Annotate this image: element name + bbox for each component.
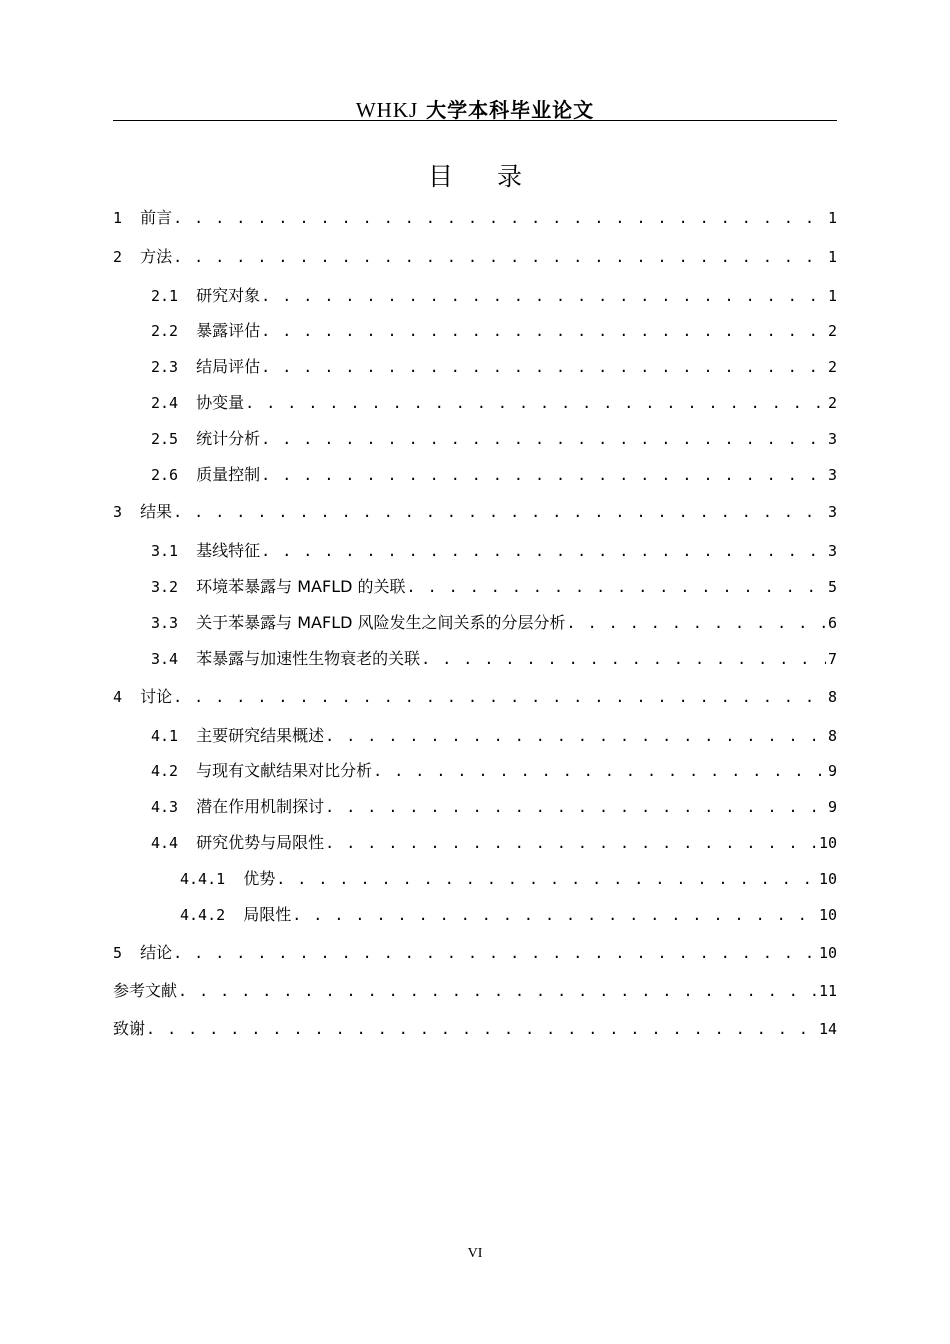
toc-entry[interactable] xyxy=(113,645,837,669)
toc-entry-page: 14 xyxy=(818,1020,837,1038)
toc-entry-label: 主要研究结果概述 xyxy=(196,726,325,745)
toc-entry-page: 10 xyxy=(818,906,837,924)
toc-entry[interactable] xyxy=(113,865,837,889)
toc-leader-dots xyxy=(261,286,826,306)
toc-leader-dots xyxy=(567,613,826,633)
toc-entry-label: 质量控制 xyxy=(196,465,261,484)
toc-leader-dots xyxy=(325,797,826,817)
toc-entry-label: 结果 xyxy=(140,502,173,521)
toc-leader-dots xyxy=(245,393,826,413)
toc-entry-label: 前言 xyxy=(140,208,173,227)
toc-leader-dots xyxy=(407,577,826,597)
toc-entry-label: 潜在作用机制探讨 xyxy=(196,797,325,816)
toc-leader-dots xyxy=(261,429,826,449)
toc-entry[interactable] xyxy=(113,243,837,267)
toc-leader-dots xyxy=(325,833,817,853)
toc-entry[interactable] xyxy=(113,793,837,817)
toc-entry-label: 暴露评估 xyxy=(196,321,261,340)
toc-entry[interactable] xyxy=(113,609,837,633)
toc-entry-page: 8 xyxy=(827,688,837,706)
toc-entry[interactable] xyxy=(113,204,837,228)
toc-leader-dots xyxy=(261,465,826,485)
toc-entry[interactable] xyxy=(113,425,837,449)
toc-leader-dots xyxy=(173,247,826,267)
toc-entry-number: 2.5 xyxy=(151,430,197,448)
toc-entry[interactable] xyxy=(113,901,837,925)
toc-entry-label: 苯暴露与加速性生物衰老的关联 xyxy=(196,649,421,668)
toc-leader-dots xyxy=(173,208,826,228)
toc-entry-number: 4.2 xyxy=(151,762,197,780)
toc-entry[interactable] xyxy=(113,317,837,341)
toc-entry-label: 结局评估 xyxy=(196,357,261,376)
toc-entry-page: 1 xyxy=(827,248,837,266)
toc-leader-dots xyxy=(373,761,826,781)
toc-entry-label: 讨论 xyxy=(140,687,173,706)
toc-entry-page: 9 xyxy=(827,762,837,780)
toc-entry-page: 3 xyxy=(827,542,837,560)
toc-entry[interactable] xyxy=(113,683,837,707)
toc-entry-number: 5 xyxy=(113,944,141,962)
toc-leader-dots xyxy=(292,905,817,925)
toc-entry-page: 3 xyxy=(827,503,837,521)
toc-entry-page: 8 xyxy=(827,727,837,745)
toc-leader-dots xyxy=(261,357,826,377)
toc-entry-number: 3.2 xyxy=(151,578,197,596)
toc-entry-page: 2 xyxy=(827,322,837,340)
toc-entry-number: 4.3 xyxy=(151,798,197,816)
toc-entry-number: 2.4 xyxy=(151,394,197,412)
toc-entry-number: 2.6 xyxy=(151,466,197,484)
toc-entry-number: 4.4.1 xyxy=(180,870,244,888)
toc-entry-page: 3 xyxy=(827,466,837,484)
toc-entry-label: 基线特征 xyxy=(196,541,261,560)
toc-entry[interactable] xyxy=(113,722,837,746)
toc-entry-number: 4 xyxy=(113,688,141,706)
toc-entry[interactable] xyxy=(113,282,837,306)
toc-entry-label: 统计分析 xyxy=(196,429,261,448)
toc-leader-dots xyxy=(173,687,826,707)
toc-entry-number: 3.1 xyxy=(151,542,197,560)
toc-entry-page: 5 xyxy=(827,578,837,596)
toc-entry-page: 10 xyxy=(818,870,837,888)
toc-entry-number: 3 xyxy=(113,503,141,521)
toc-entry-label: 参考文献 xyxy=(113,981,178,1000)
toc-entry[interactable] xyxy=(113,389,837,413)
toc-entry-number: 4.4 xyxy=(151,834,197,852)
toc-leader-dots xyxy=(325,726,826,746)
toc-entry-number: 2.1 xyxy=(151,287,197,305)
toc-entry[interactable] xyxy=(113,537,837,561)
toc-leader-dots xyxy=(261,541,826,561)
toc-entry-label: 关于苯暴露与 MAFLD 风险发生之间关系的分层分析 xyxy=(196,613,566,632)
toc-entry[interactable] xyxy=(113,498,837,522)
toc-entry-label: 协变量 xyxy=(196,393,245,412)
header-title: 大学本科毕业论文 xyxy=(426,98,595,122)
toc-entry-number: 2.3 xyxy=(151,358,197,376)
toc-entry[interactable] xyxy=(113,1015,837,1039)
toc-entry-page: 1 xyxy=(827,287,837,305)
running-header xyxy=(113,94,837,123)
toc-entry[interactable] xyxy=(113,353,837,377)
toc-entry-page: 2 xyxy=(827,394,837,412)
toc-leader-dots xyxy=(173,502,826,522)
toc-leader-dots xyxy=(261,321,826,341)
toc-entry[interactable] xyxy=(113,977,837,1001)
toc-entry-label: 与现有文献结果对比分析 xyxy=(196,761,373,780)
toc-entry-page: 3 xyxy=(827,430,837,448)
toc-entry-page: 7 xyxy=(827,650,837,668)
toc-entry-label: 结论 xyxy=(140,943,173,962)
toc-title: 目 录 xyxy=(428,162,540,191)
toc-entry-label: 优势 xyxy=(243,869,276,888)
toc-leader-dots xyxy=(173,943,817,963)
toc-entry-number: 3.4 xyxy=(151,650,197,668)
toc-entry-label: 方法 xyxy=(140,247,173,266)
toc-entry[interactable] xyxy=(113,757,837,781)
toc-entry-number: 4.4.2 xyxy=(180,906,244,924)
toc-entry-page: 6 xyxy=(827,614,837,632)
header-latin: WHKJ xyxy=(355,98,419,122)
toc-entry-page: 10 xyxy=(818,834,837,852)
toc-entry-label: 致谢 xyxy=(113,1019,146,1038)
toc-entry-number: 2.2 xyxy=(151,322,197,340)
toc-entry-number: 4.1 xyxy=(151,727,197,745)
toc-entry[interactable] xyxy=(113,829,837,853)
header-rule xyxy=(113,120,837,121)
toc-leader-dots xyxy=(421,649,826,669)
toc-leader-dots xyxy=(146,1019,817,1039)
toc-entry-number: 2 xyxy=(113,248,141,266)
toc-entry-label: 研究优势与局限性 xyxy=(196,833,325,852)
toc-entry-label: 局限性 xyxy=(243,905,292,924)
toc-leader-dots xyxy=(276,869,817,889)
page-number: VI xyxy=(467,1246,483,1261)
toc-entry-label: 研究对象 xyxy=(196,286,261,305)
toc-leader-dots xyxy=(178,981,817,1001)
toc-entry-page: 1 xyxy=(827,209,837,227)
toc-entry-label: 环境苯暴露与 MAFLD 的关联 xyxy=(196,577,406,596)
toc-entry-page: 11 xyxy=(818,982,837,1000)
toc-entry[interactable] xyxy=(113,939,837,963)
toc-entry[interactable] xyxy=(113,461,837,485)
toc-entry[interactable] xyxy=(113,573,837,597)
toc-entry-page: 2 xyxy=(827,358,837,376)
toc-entry-number: 1 xyxy=(113,209,141,227)
toc-entry-number: 3.3 xyxy=(151,614,197,632)
toc-entry-page: 10 xyxy=(818,944,837,962)
toc-entry-page: 9 xyxy=(827,798,837,816)
